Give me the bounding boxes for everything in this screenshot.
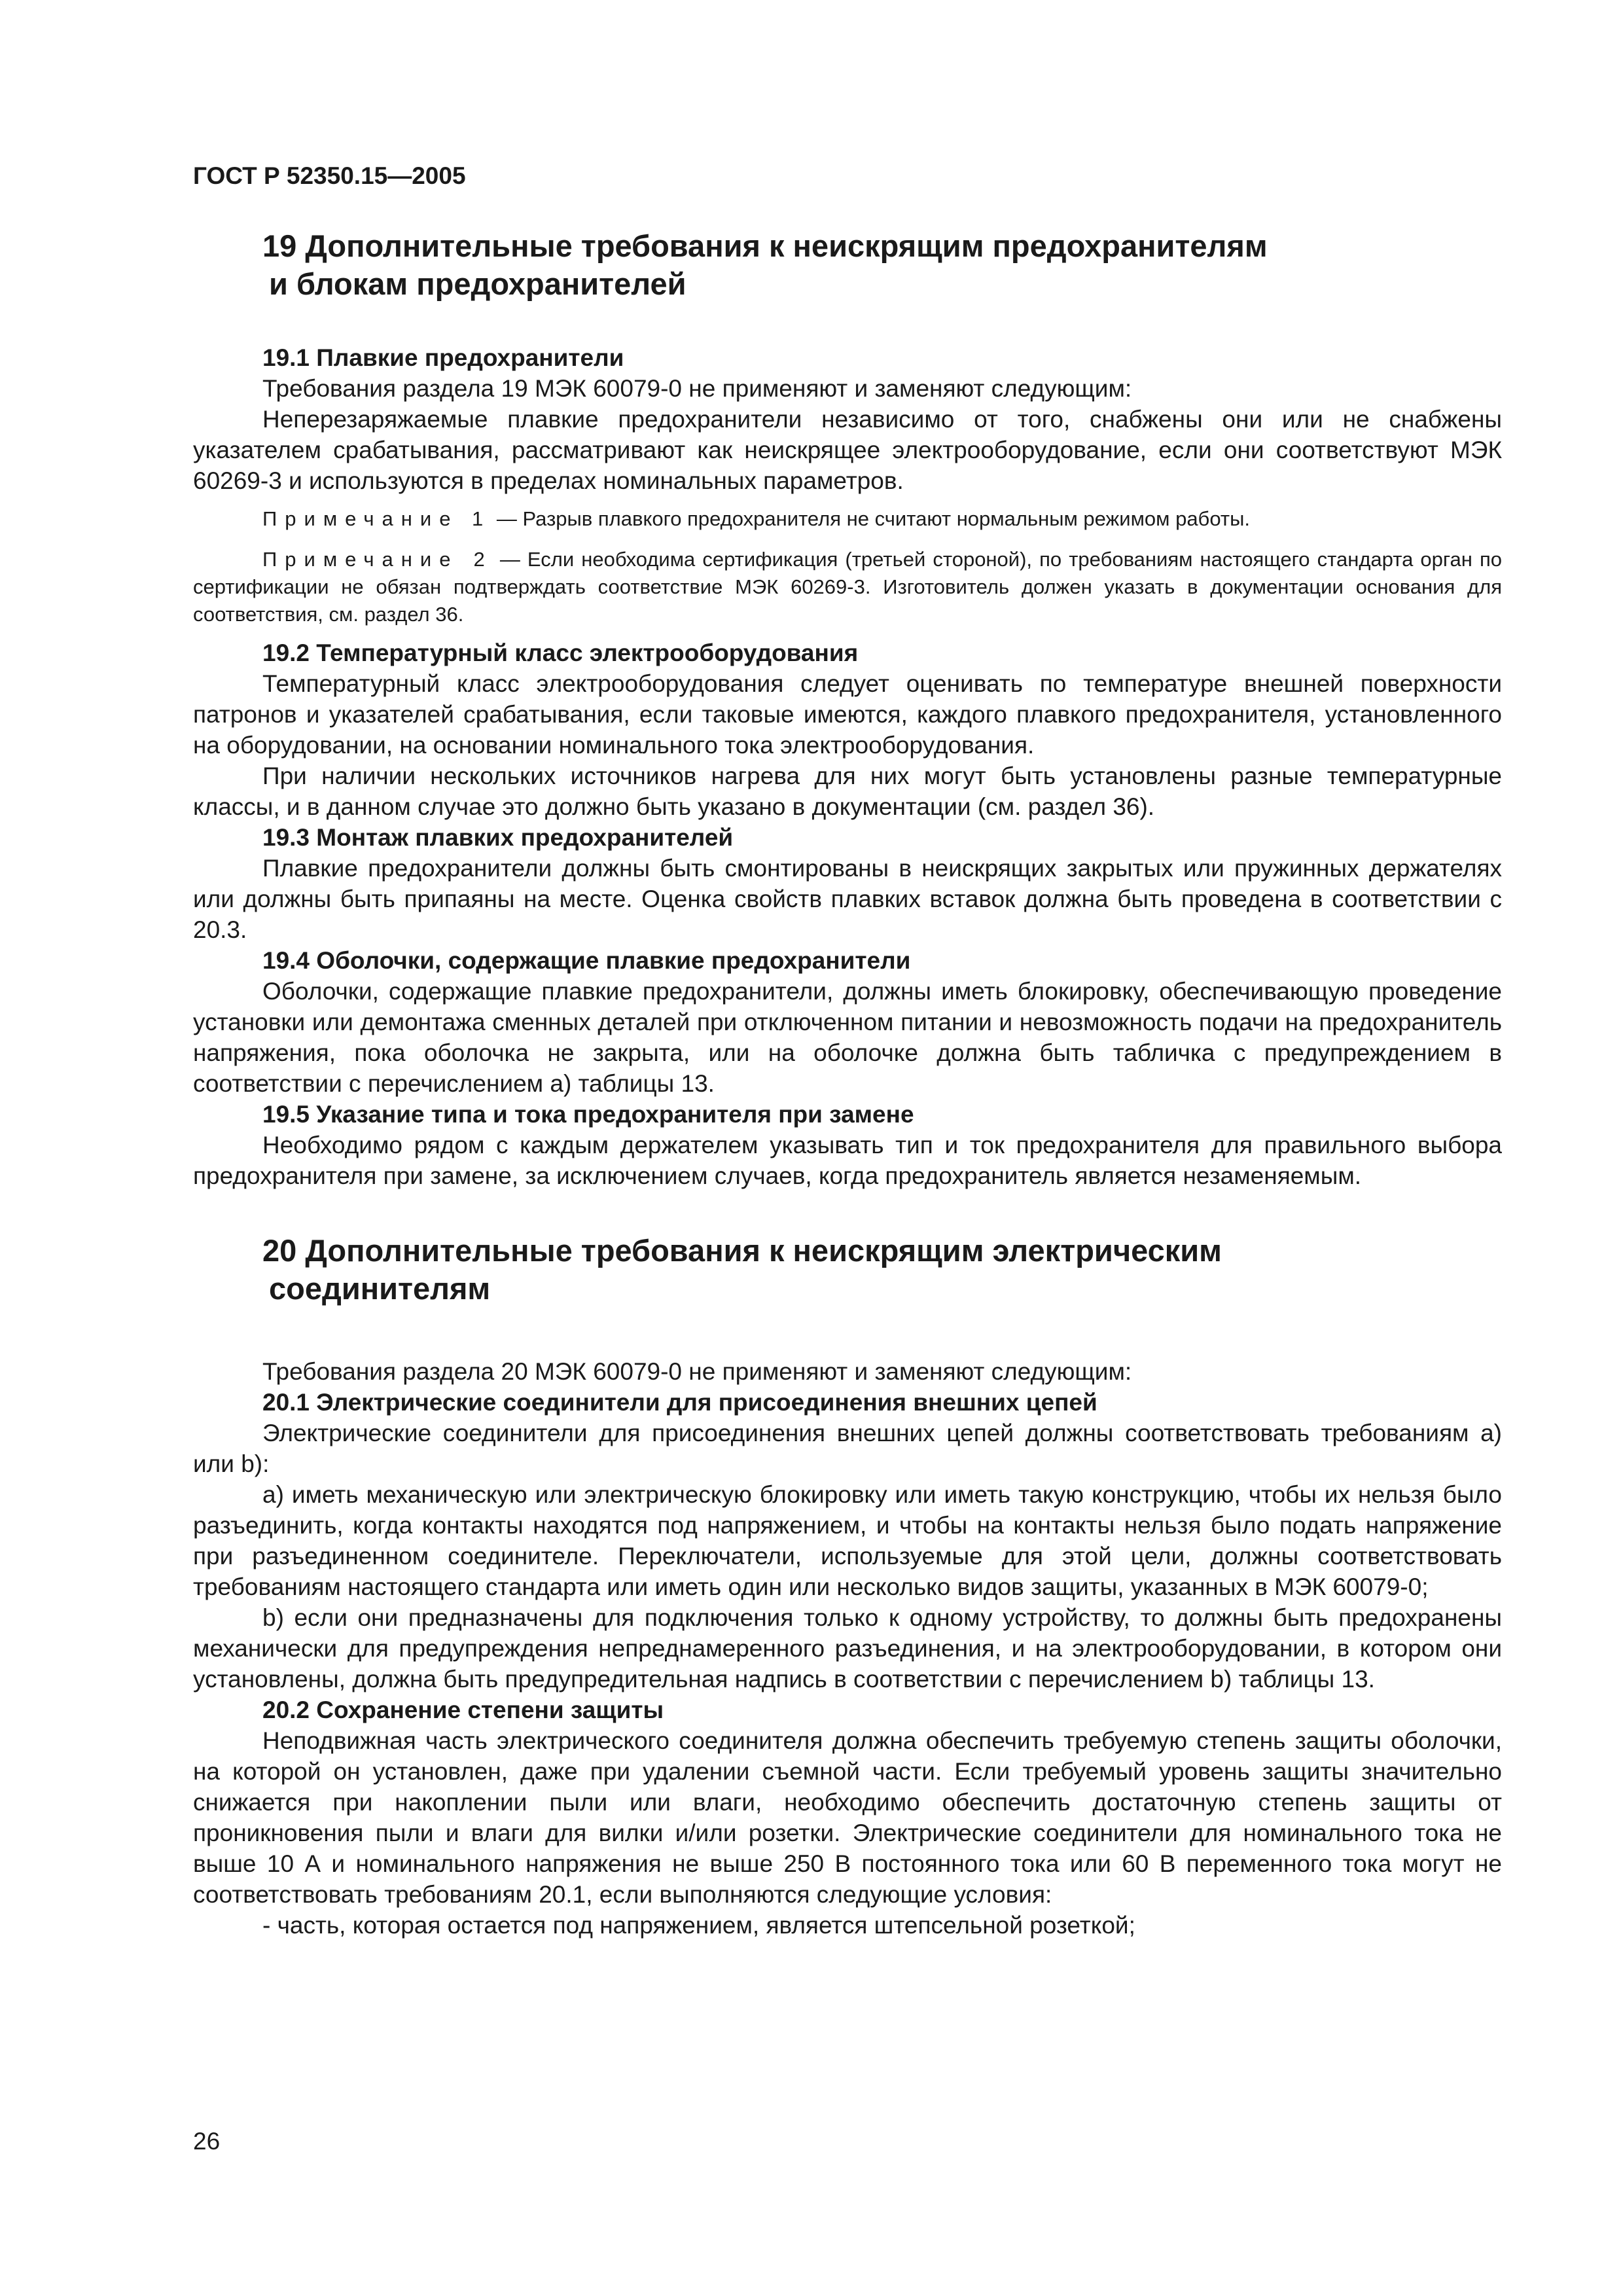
subsection-19-4-heading: 19.4 Оболочки, содержащие плавкие предохранители (262, 947, 911, 974)
paragraph-19-3-body: Плавкие предохранители должны быть смонтированы в неискрящих закрытых или пружинных держателях или должны быть припаяны на месте. Оценка свойств плавких вставок должна быть проведена в соответствии с 20.3. (193, 855, 1502, 943)
subsection-19-3-heading: 19.3 Монтаж плавких предохранителей (262, 824, 734, 851)
paragraph-19-4-body: Оболочки, содержащие плавкие предохранители, должны иметь блокировку, обеспечивающую проведение установки или демонтажа сменных деталей при отключенном питании и невозможность подачи на предохранитель напряжения, пока оболочка не закрыта, или на оболочке должна быть табличка с предупреждением в соответствии с перечислением a) таблицы 13. (193, 978, 1502, 1097)
section-19-title-line-2: и блокам предохранителей (269, 266, 687, 301)
note-1-label: Примечание 1 (262, 507, 491, 530)
subsection-20-2-heading: 20.2 Сохранение степени защиты (262, 1696, 664, 1723)
paragraph-20-2-body: Неподвижная часть электрического соединителя должна обеспечить требуемую степень защиты оболочки, на которой он установлен, даже при удалении съемной части. Если требуемый уровень защиты значительно снижается при накоплении пыли или влаги, необходимо обеспечить достаточную степень защиты от проникновения пыли и влаги для вилки и/или розетки. Электрические соединители для номинального тока не выше 10 А и номинального напряжения не выше 250 В постоянного тока или 60 В переменного тока могут не соответствовать требованиям 20.1, если выполняются следующие условия: (193, 1727, 1502, 1908)
paragraph-19-1-intro: Требования раздела 19 МЭК 60079-0 не применяют и заменяют следующим: (262, 375, 1132, 402)
document-number: ГОСТ Р 52350.15—2005 (193, 162, 466, 189)
list-item-dash-1: - часть, которая остается под напряжением, является штепсельной розеткой; (262, 1912, 1135, 1939)
section-20-title (193, 1232, 1502, 1308)
note-2-text: — Если необходима сертификация (третьей стороной), по требованиям настоящего стандарта орган по сертификации не обязан подтверждать соответствие МЭК 60269-3. Изготовитель должен указать в документации основания для соответствия, см. раздел 36. (193, 548, 1502, 626)
paragraph-19-2-body-1: Температурный класс электрооборудования следует оценивать по температуре внешней поверхности патронов и указателей срабатывания, если таковые имеются, каждого плавкого предохранителя, установленного на оборудовании, на основании номинального тока электрооборудования. (193, 670, 1502, 759)
note-2 (193, 546, 1502, 628)
paragraph-20-1-item-a: a) иметь механическую или электрическую блокировку или иметь такую конструкцию, чтобы их нельзя было разъединить, когда контакты находятся под напряжением, и чтобы на контакты нельзя было подать напряжение при разъединенном соединителе. Переключатели, используемые для этой цели, должны соответствовать требованиям настоящего стандарта или иметь один или несколько видов защиты, указанных в МЭК 60079-0; (193, 1481, 1502, 1600)
note-1-text: — Разрыв плавкого предохранителя не считают нормальным режимом работы. (491, 507, 1250, 530)
paragraph-19-1-body: Неперезаряжаемые плавкие предохранители независимо от того, снабжены они или не снабжены указателем срабатывания, рассматривают как неискрящее электрооборудование, если они соответствуют МЭК 60269-3 и используются в пределах номинальных параметров. (193, 406, 1502, 494)
note-1 (193, 505, 1502, 533)
note-2-label: Примечание 2 (262, 548, 493, 571)
section-20-title-line-2: соединителям (269, 1271, 491, 1306)
section-19-title-line-1: 19 Дополнительные требования к неискрящим предохранителям (262, 228, 1268, 263)
paragraph-20-1-item-b: b) если они предназначены для подключения только к одному устройству, то должны быть предохранены механически для предупреждения непреднамеренного разъединения, и на электрооборудовании, в котором они установлены, должна быть предупредительная надпись в соответствии с перечислением b) таблицы 13. (193, 1604, 1502, 1693)
paragraph-19-5-body: Необходимо рядом с каждым держателем указывать тип и ток предохранителя для правильного выбора предохранителя при замене, за исключением случаев, когда предохранитель является незаменяемым. (193, 1132, 1502, 1189)
document-page (193, 160, 1502, 1941)
subsection-20-1-heading: 20.1 Электрические соединители для присоединения внешних цепей (262, 1389, 1097, 1416)
section-20-title-line-1: 20 Дополнительные требования к неискрящим электрическим (262, 1233, 1222, 1268)
subsection-19-1-heading: 19.1 Плавкие предохранители (262, 344, 624, 371)
page-number: 26 (193, 2128, 221, 2155)
section-19-title (193, 227, 1502, 303)
paragraph-20-1-body: Электрические соединители для присоединения внешних цепей должны соответствовать требованиям a) или b): (193, 1420, 1502, 1477)
paragraph-20-intro: Требования раздела 20 МЭК 60079-0 не применяют и заменяют следующим: (262, 1358, 1132, 1385)
subsection-19-5-heading: 19.5 Указание типа и тока предохранителя при замене (262, 1101, 914, 1128)
subsection-19-2-heading: 19.2 Температурный класс электрооборудования (262, 639, 859, 666)
paragraph-19-2-body-2: При наличии нескольких источников нагрева для них могут быть установлены разные температурные классы, и в данном случае это должно быть указано в документации (см. раздел 36). (193, 762, 1502, 820)
